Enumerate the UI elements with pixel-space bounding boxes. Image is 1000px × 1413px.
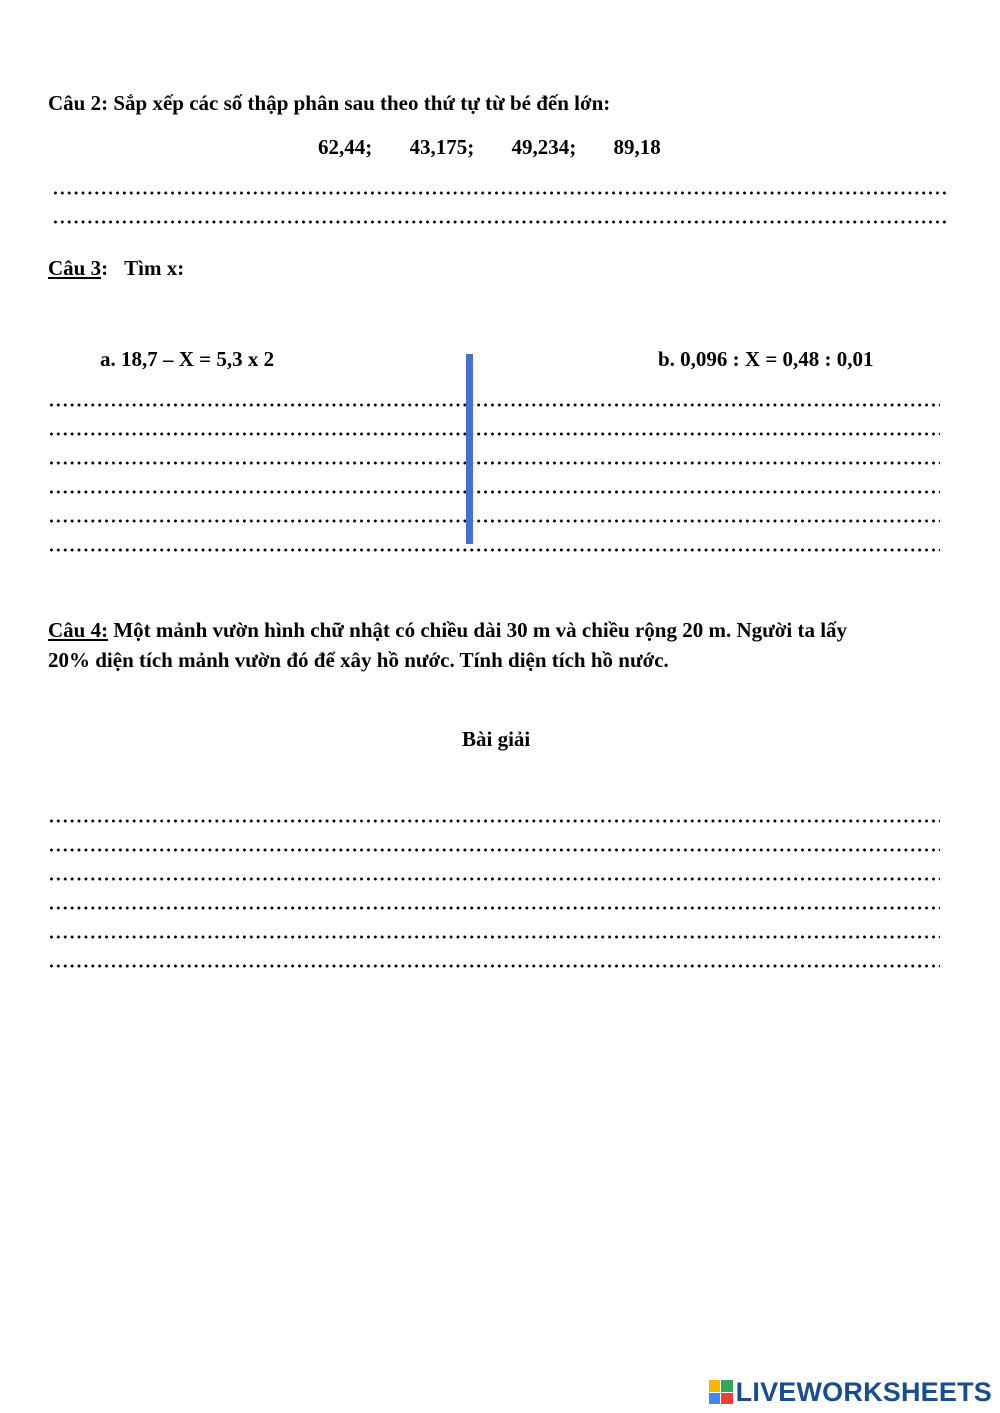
answer-line[interactable] — [48, 876, 940, 882]
answer-line[interactable] — [48, 489, 940, 495]
question-4-line-2: 20% diện tích mảnh vườn đó để xây hồ nước. Tính diện tích hồ nước. — [48, 648, 669, 672]
question-3-label: Câu 3 — [48, 256, 102, 280]
solution-heading: Bài giải — [462, 727, 531, 751]
answer-line[interactable] — [48, 547, 940, 553]
number-item: 49,234; — [511, 135, 577, 159]
number-item: 62,44; — [318, 135, 373, 159]
question-2-label: Câu 2: — [48, 91, 109, 115]
answer-line[interactable] — [48, 431, 940, 437]
answer-line[interactable] — [48, 818, 940, 824]
question-4-line-1 — [48, 618, 847, 643]
question-3-part-a: a. 18,7 – X = 5,3 x 2 — [100, 347, 275, 371]
question-3-colon: : — [101, 256, 109, 280]
answer-line[interactable] — [48, 934, 940, 940]
number-item: 89,18 — [613, 135, 661, 159]
logo-icon — [709, 1380, 733, 1404]
question-4-text: Một mảnh vườn hình chữ nhật có chiều dài 30 m và chiều rộng 20 m. Người ta lấy — [108, 618, 848, 642]
logo-square — [721, 1380, 733, 1392]
question-2 — [48, 91, 610, 116]
answer-line[interactable] — [48, 460, 940, 466]
question-4-label: Câu 4: — [48, 618, 109, 642]
answer-line[interactable] — [52, 190, 946, 196]
logo-square — [721, 1393, 733, 1405]
answer-line[interactable] — [48, 402, 940, 408]
answer-line[interactable] — [48, 518, 940, 524]
number-item: 43,175; — [409, 135, 475, 159]
answer-line[interactable] — [48, 905, 940, 911]
answer-line[interactable] — [48, 847, 940, 853]
logo-text: LIVEWORKSHEETS — [735, 1376, 992, 1407]
number-list — [318, 135, 661, 160]
column-divider — [466, 354, 473, 544]
question-2-text: Sắp xếp các số thập phân sau theo thứ tự từ bé đến lớn: — [108, 91, 611, 115]
question-3-text: Tìm x: — [124, 256, 185, 280]
logo-square — [709, 1393, 721, 1405]
question-3 — [48, 256, 184, 281]
answer-line[interactable] — [48, 963, 940, 969]
answer-line[interactable] — [52, 219, 946, 225]
logo-square — [709, 1380, 721, 1392]
question-3-part-b: b. 0,096 : X = 0,48 : 0,01 — [658, 347, 874, 371]
liveworksheets-logo — [709, 1377, 992, 1407]
